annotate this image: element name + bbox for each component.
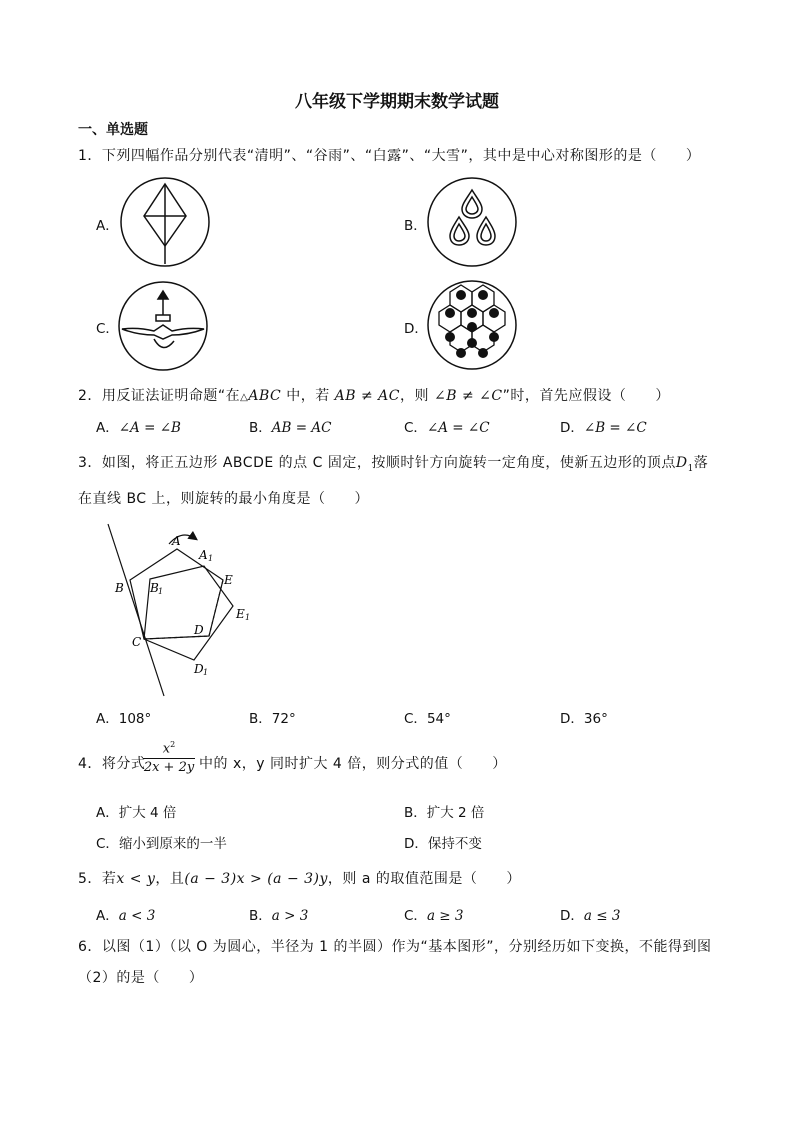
q4-option-b bbox=[404, 801, 484, 821]
q3-line1-pre: 3．如图，将正五边形 ABCDE 的点 C 固定，按顺时针方向旋转一定角度，使新五边形的顶点 bbox=[78, 455, 676, 471]
q3-option-d bbox=[560, 707, 608, 727]
q4-numerator bbox=[143, 737, 195, 757]
q2-option-c bbox=[404, 416, 490, 436]
option-expr: a ≥ 3 bbox=[426, 908, 464, 924]
triangle-symbol: △ bbox=[240, 392, 249, 403]
option-label: D． bbox=[404, 836, 428, 852]
q2-option-a bbox=[96, 416, 181, 436]
page-title: 八年级下学期期末数学试题 bbox=[295, 92, 499, 112]
q1-option-d-figure bbox=[426, 279, 520, 373]
question-6-line1: 6．以图（1）（以 O 为圆心，半径为 1 的半圆）作为“基本图形”，分别经历如下变换，不能得到图 bbox=[78, 939, 712, 955]
option-expr: ∠B = ∠C bbox=[583, 420, 647, 436]
q1-option-a-figure bbox=[119, 176, 213, 270]
kite-icon bbox=[144, 184, 186, 264]
fraction-bar bbox=[143, 758, 195, 759]
option-value: 54° bbox=[426, 711, 451, 727]
question-3-line1 bbox=[78, 452, 708, 474]
q4-stem-pre: 4．将分式 bbox=[78, 756, 146, 772]
q2-condition: AB ≠ AC bbox=[334, 388, 401, 404]
q4-option-c bbox=[96, 832, 227, 852]
label-e1-letter: E bbox=[236, 607, 245, 621]
option-label: A． bbox=[96, 908, 119, 924]
q2-stem-post: ”时，首先应假设（ ） bbox=[502, 388, 670, 404]
q5-stem-pre: 5．若 bbox=[78, 871, 117, 887]
option-label: D． bbox=[560, 420, 584, 436]
q3-vertex-var: D bbox=[675, 455, 688, 471]
option-text: 缩小到原来的一半 bbox=[118, 836, 227, 852]
option-expr: a ≤ 3 bbox=[583, 908, 621, 924]
q3-option-a bbox=[96, 707, 151, 727]
option-label: B． bbox=[404, 805, 427, 821]
option-label: B． bbox=[249, 420, 272, 436]
raindrops-icon bbox=[450, 190, 495, 245]
q5-option-d bbox=[560, 904, 620, 924]
option-expr: AB = AC bbox=[271, 420, 332, 436]
q2-stem-mid1: 中，若 bbox=[281, 388, 335, 404]
option-label: D． bbox=[560, 711, 584, 727]
line-bc bbox=[108, 524, 164, 696]
q4-fraction bbox=[143, 737, 195, 776]
question-1-stem: 1．下列四幅作品分别代表“清明”、“谷雨”、“白露”、“大雪”，其中是中心对称图形的是（ ） bbox=[78, 148, 701, 164]
q3-line1-post: 落 bbox=[693, 455, 709, 471]
q5-stem-mid: ，且 bbox=[155, 871, 185, 887]
q1-option-a-label: A． bbox=[96, 218, 119, 234]
label-e: E bbox=[224, 573, 233, 587]
q2-stem-pre: 2．用反证法证明命题“在 bbox=[78, 388, 241, 404]
option-expr: ∠A = ∠C bbox=[426, 420, 490, 436]
option-label: C． bbox=[404, 908, 427, 924]
q5-option-a bbox=[96, 904, 155, 924]
label-a: A bbox=[172, 534, 181, 548]
option-label: C． bbox=[96, 836, 119, 852]
q4-option-d bbox=[404, 832, 482, 852]
question-2-stem bbox=[78, 385, 670, 405]
option-label: B． bbox=[249, 908, 272, 924]
option-text: 保持不变 bbox=[427, 836, 482, 852]
label-a1-sub: 1 bbox=[208, 554, 214, 563]
option-expr: a > 3 bbox=[271, 908, 309, 924]
q3-option-b bbox=[249, 707, 296, 727]
q5-option-c bbox=[404, 904, 463, 924]
q1-option-b-label: B． bbox=[404, 218, 427, 234]
q4-option-a bbox=[96, 801, 176, 821]
option-value: 36° bbox=[583, 711, 608, 727]
q3-vertex-sub: 1 bbox=[687, 463, 694, 474]
q4-denominator: 2x + 2y bbox=[143, 760, 195, 776]
option-expr: a < 3 bbox=[118, 908, 156, 924]
question-5-stem bbox=[78, 868, 521, 888]
label-b: B bbox=[115, 581, 124, 595]
label-b1-sub: 1 bbox=[158, 587, 164, 596]
option-label: A． bbox=[96, 711, 119, 727]
q2-conclusion: ∠B ≠ ∠C bbox=[433, 388, 503, 404]
q1-option-c-figure bbox=[116, 279, 210, 373]
q5-option-b bbox=[249, 904, 308, 924]
label-d1-letter: D bbox=[194, 662, 204, 676]
q5-cond1: x < y bbox=[116, 871, 156, 887]
q4-num-exp: 2 bbox=[170, 740, 176, 749]
option-expr: ∠A = ∠B bbox=[118, 420, 181, 436]
q1-option-d-label: D． bbox=[404, 321, 428, 337]
section-heading: 一、单选题 bbox=[78, 122, 148, 138]
option-label: C． bbox=[404, 711, 427, 727]
q2-option-b bbox=[249, 416, 331, 436]
q5-cond2: (a − 3)x > (a − 3)y bbox=[184, 871, 328, 887]
option-label: B． bbox=[249, 711, 272, 727]
q3-pentagon-figure bbox=[106, 520, 266, 700]
label-b1-letter: B bbox=[150, 581, 159, 595]
label-e1-sub: 1 bbox=[245, 613, 251, 622]
q2-option-d bbox=[560, 416, 647, 436]
label-c: C bbox=[132, 635, 142, 649]
q4-num-var: x bbox=[162, 741, 171, 757]
question-3-line2: 在直线 BC 上，则旋转的最小角度是（ ） bbox=[78, 491, 370, 507]
label-d1-sub: 1 bbox=[203, 668, 209, 677]
option-label: C． bbox=[404, 420, 427, 436]
option-label: A． bbox=[96, 805, 119, 821]
dew-drop-icon bbox=[122, 291, 204, 348]
option-label: A． bbox=[96, 420, 119, 436]
q1-option-b-figure bbox=[426, 176, 520, 270]
q2-stem-mid2: ，则 bbox=[400, 388, 434, 404]
q4-stem-post: 中的 x，y 同时扩大 4 倍，则分式的值（ ） bbox=[199, 756, 507, 772]
label-a1-letter: A bbox=[199, 548, 208, 562]
option-text: 扩大 2 倍 bbox=[426, 805, 485, 821]
q5-stem-post: ，则 a 的取值范围是（ ） bbox=[327, 871, 521, 887]
option-value: 108° bbox=[118, 711, 152, 727]
q1-option-c-label: C． bbox=[96, 321, 119, 337]
option-value: 72° bbox=[271, 711, 296, 727]
question-6-line2: （2）的是（ ） bbox=[78, 970, 204, 986]
q3-option-c bbox=[404, 707, 451, 727]
label-d: D bbox=[194, 623, 204, 637]
q2-triangle-name: ABC bbox=[248, 388, 282, 404]
option-label: D． bbox=[560, 908, 584, 924]
option-text: 扩大 4 倍 bbox=[118, 805, 177, 821]
